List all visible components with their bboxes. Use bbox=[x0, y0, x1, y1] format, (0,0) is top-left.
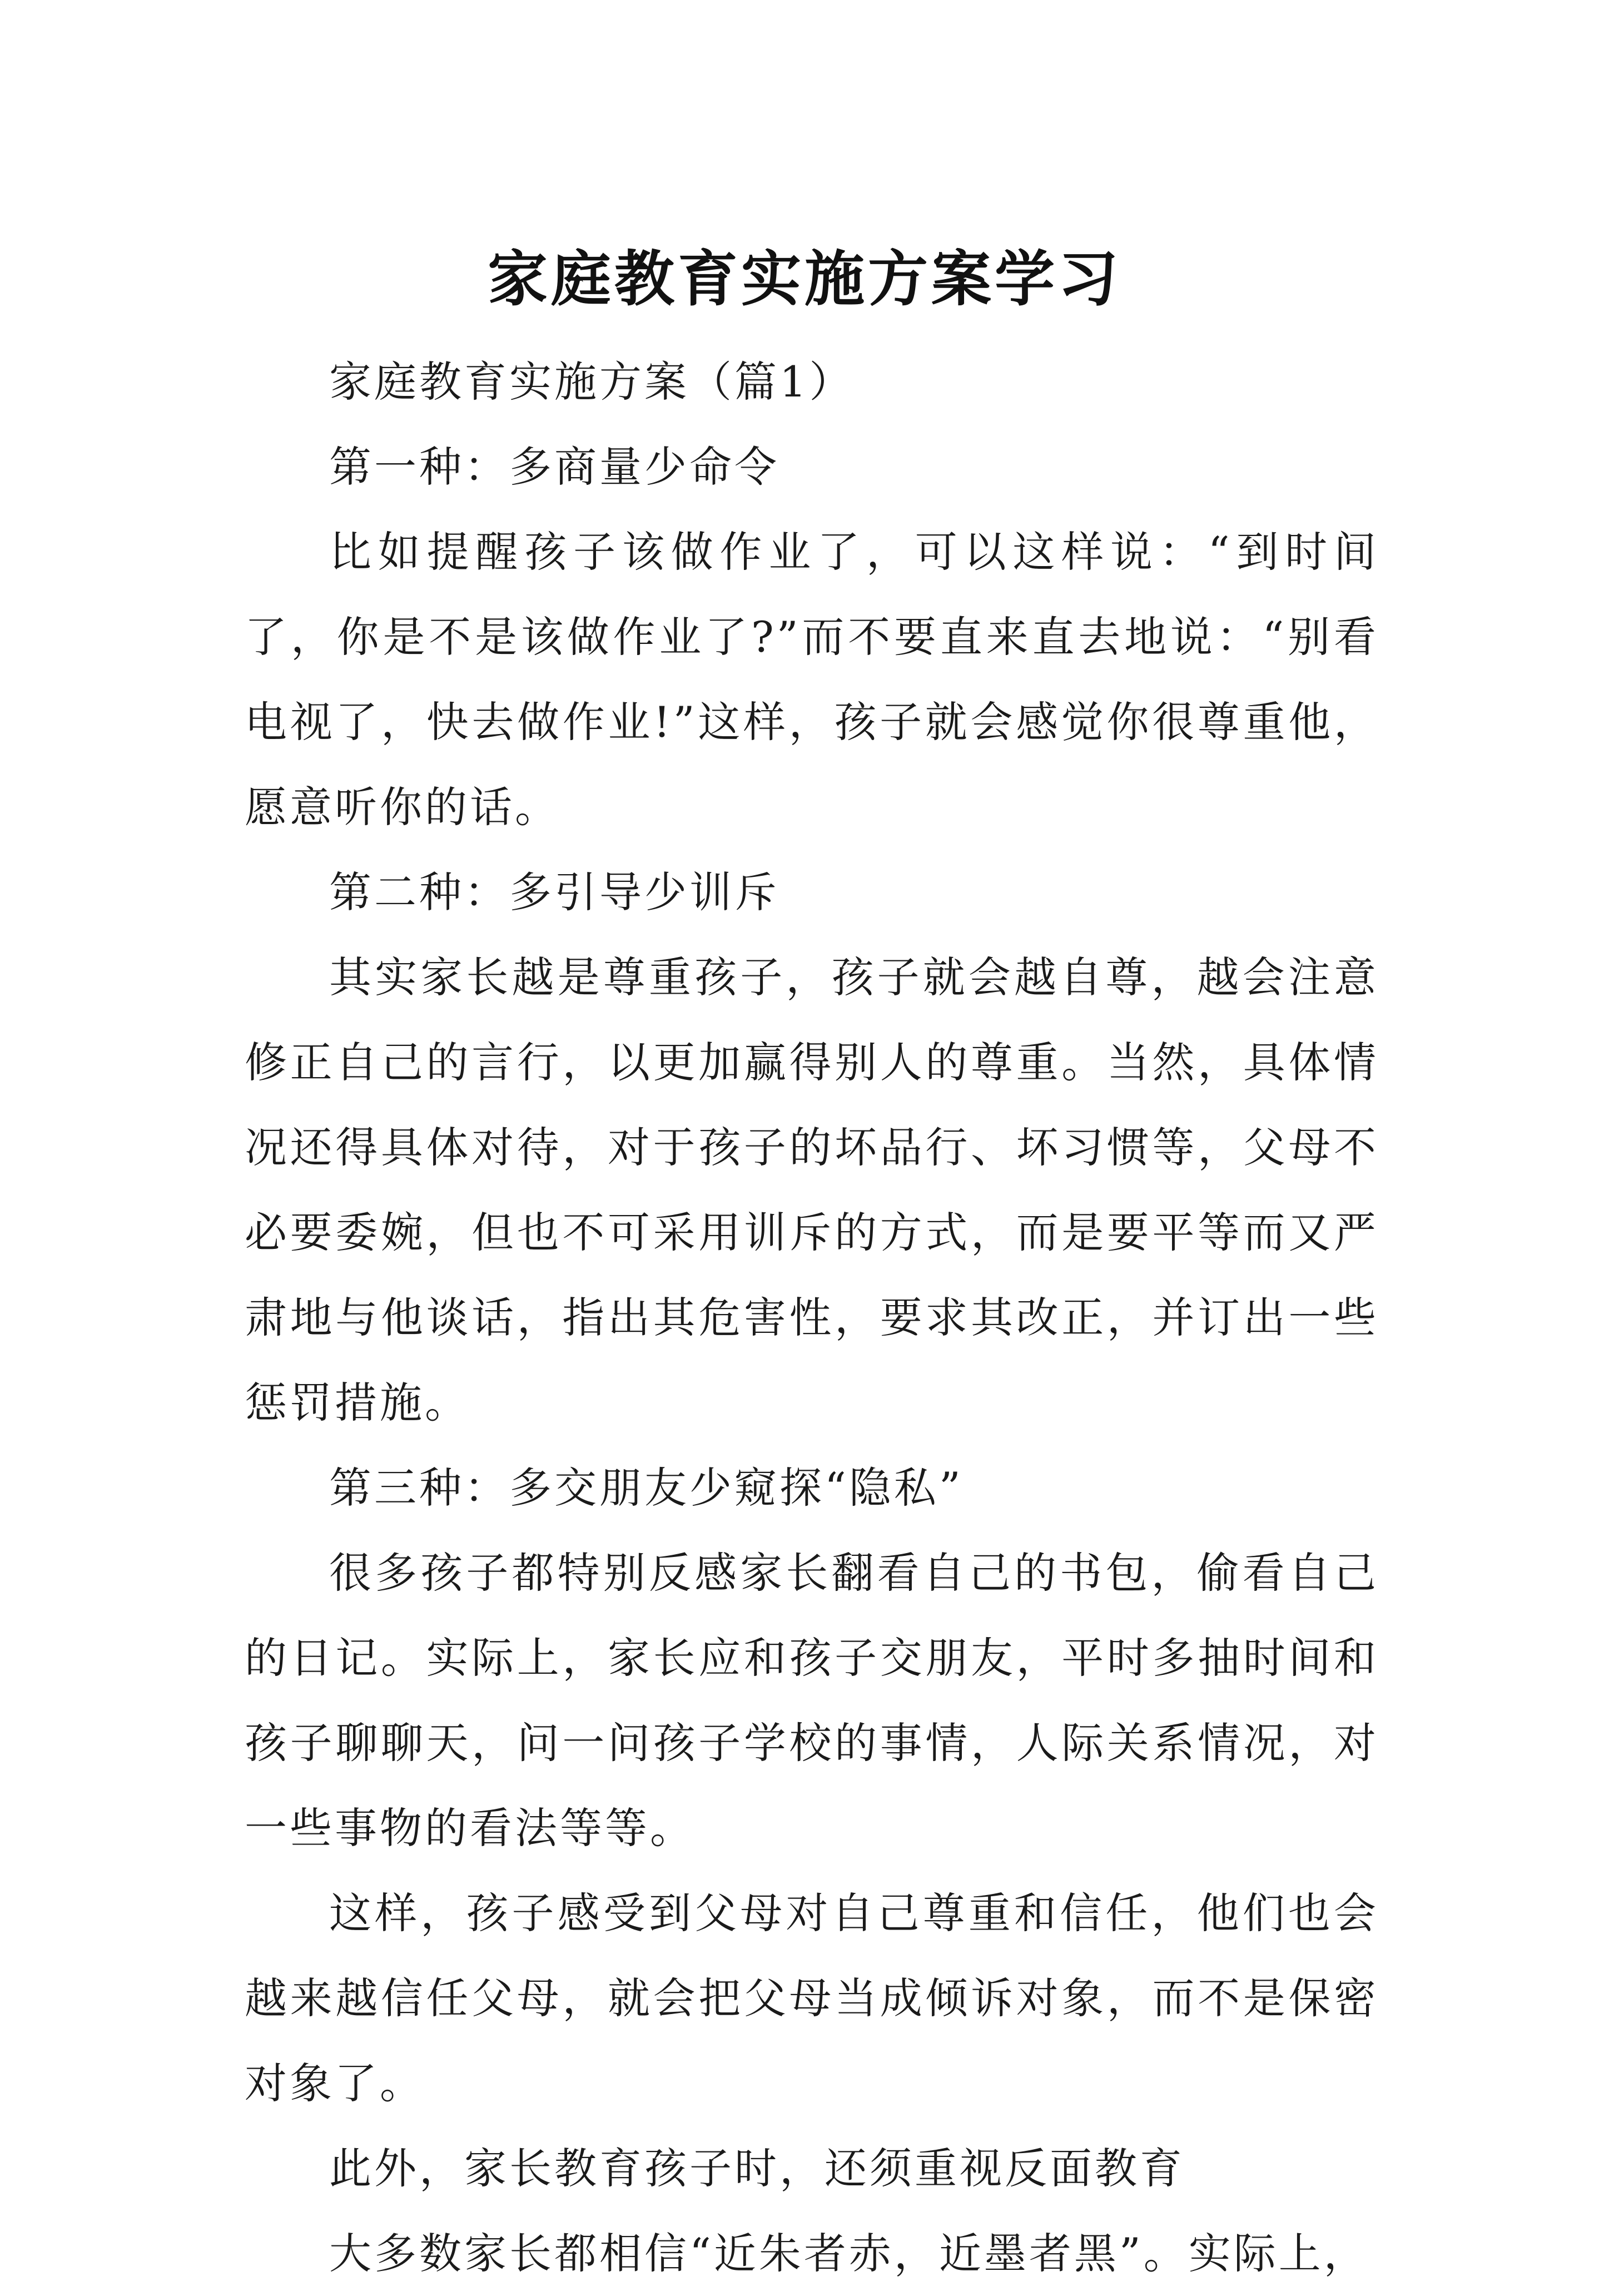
paragraph: 此外，家长教育孩子时，还须重视反面教育 bbox=[329, 2144, 1185, 2193]
paragraph: 很多孩子都特别反感家长翻看自己的书包，偷看自己的日记。实际上，家长应和孩子交朋友，平时多抽时间和孩子聊聊天，问一问孩子学校的事情，人际关系情况，对一些事物的看法等等。 bbox=[245, 1548, 1379, 1853]
paragraph: 第一种：多商量少命令 bbox=[329, 442, 779, 492]
paragraph: 第二种：多引导少训斥 bbox=[329, 867, 779, 917]
paragraph: 家庭教育实施方案（篇1） bbox=[329, 357, 855, 406]
paragraph: 大多数家长都相信“近朱者赤，近墨者黑”。实际上， bbox=[329, 2229, 1369, 2278]
paragraph: 其实家长越是尊重孩子，孩子就会越自尊，越会注意修正自己的言行，以更加赢得别人的尊重。当然，具体情况还得具体对待，对于孩子的坏品行、坏习惯等，父母不必要委婉，但也不可采用训斥的方式，而是要平等而又严肃地与他谈话，指出其危害性，要求其改正，并订出一些惩罚措施。 bbox=[245, 953, 1379, 1427]
paragraph: 比如提醒孩子该做作业了，可以这样说：“到时间了，你是不是该做作业了?”而不要直来直去地说：“别看电视了，快去做作业!”这样，孩子就会感觉你很尊重他，愿意听你的话。 bbox=[245, 527, 1379, 832]
paragraph: 第三种：多交朋友少窥探“隐私” bbox=[329, 1463, 964, 1513]
paragraph: 这样，孩子感受到父母对自己尊重和信任，他们也会越来越信任父母，就会把父母当成倾诉对象，而不是保密对象了。 bbox=[245, 1888, 1379, 2108]
document-title: 家庭教育实施方案学习 bbox=[487, 244, 1121, 315]
document-body bbox=[245, 339, 1379, 2296]
